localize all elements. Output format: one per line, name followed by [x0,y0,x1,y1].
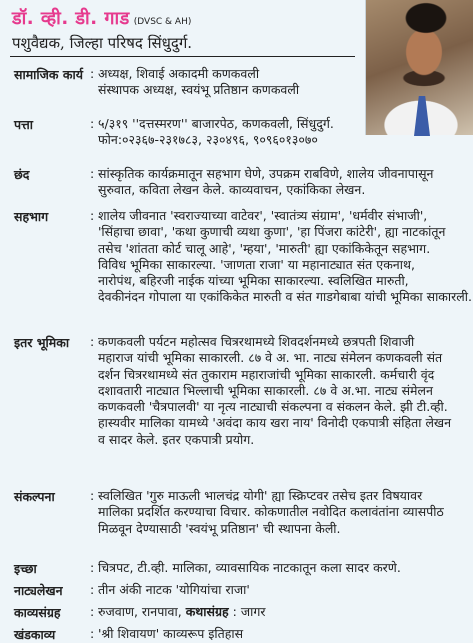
row-line: नारोपंथ, बहिरजी नाईक यांच्या भूमिका साकारल्या. स्वलिखित मारुती, [98,273,409,289]
row-line: तसेच 'शांतता कोर्ट चालू आहे', 'म्हया', 'मारुती' ह्या एकांकिकेतून सहभाग. [98,240,431,256]
row-line: सुरुवात, कविता लेखन केले. काव्यवाचन, एकांकिका लेखन. [98,182,366,198]
row-line: संस्थापक अध्यक्ष, स्वयंभू प्रतिष्ठान कणकवली [98,82,300,98]
row-line: फोन:०२३६७-२३१७८३, २३०४९६, ९०९६०१३०७० [98,132,318,148]
row-label: छंद [14,167,30,182]
story-collection-value: : जागर [232,604,266,619]
row-line: विविध भूमिका साकारल्या. 'जाणता राजा' या महानाट्यात संत एकनाथ, [98,256,415,272]
profile-header [12,6,352,53]
row-label: सामाजिक कार्य [14,67,83,82]
row-label: इच्छा [14,561,37,576]
row-line: अध्यक्ष, शिवाई अकादमी कणकवली [98,66,260,81]
profile-degree: (DVSC & AH) [133,17,192,27]
row-line: 'सिंहाचा छावा', 'कथा कुणाची व्यथा कुणा', 'हा पिंजरा कांटेरी', ह्या नाटकांतून [98,224,446,240]
row-line: 'श्री शिवायण' काव्यरूप इतिहास [98,626,244,641]
row-label: सहभाग [14,209,49,224]
row-label: काव्यसंग्रह [14,605,61,620]
row-line: रुजवाण, रानपावा, [98,604,182,619]
row-label: संकल्पना [14,489,55,504]
row-line: कणकवली 'चैत्रपालवी' या नृत्य नाट्याची संकल्पना व संकलन केले. झी टी.व्ही. [98,399,448,415]
row-line: देवकीनंदन गोपाला या एकांकिकेत मारुती व संत गाडगेबाबा यांची भूमिका साकारली. [98,289,472,305]
row-line: मिळवून देण्यासाठी 'स्वयंभू प्रतिष्ठान' ची स्थापना केली. [98,520,341,536]
row-line: मालिका प्रदर्शित करण्याचा विचार. कोकणातील नवोदित कलावंतांना व्यासपीठ [98,504,444,520]
row-line: चित्रपट, टी.व्ही. मालिका, व्यावसायिक नाटकातून कला सादर करणे. [98,560,401,575]
profile-role: पशुवैद्यक, जिल्हा परिषद सिंधुदुर्ग. [12,34,193,52]
row-line: कणकवली पर्यटन महोत्सव चित्ररथामध्ये शिवदर्शनमध्ये छत्रपती शिवाजी [98,334,415,349]
row-label: खंडकाव्य [14,627,56,642]
row-line: सांस्कृतिक कार्यक्रमातून सहभाग घेणे, उपक्रम राबविणे, शालेय जीवनापासून [98,166,434,181]
row-line: दशावतारी नाट्यात भिल्लाची भूमिका साकारली. ८७ वे अ.भा. नाट्य संमेलन [98,382,433,398]
row-line: ५/३१९ ''दत्तस्मरण'' बाजारपेठ, कणकवली, सिंधुदुर्ग. [98,116,334,131]
row-line: व सादर केले. इतर एकपात्री प्रयोग. [98,431,255,447]
row-label: पत्ता [14,117,33,132]
row-line: दर्शन चित्ररथामध्ये संत तुकाराम महाराजांची भूमिका साकारली. कर्मचारी वृंद [98,366,435,382]
row-label: इतर भूमिका [14,335,70,350]
row-line: शालेय जीवनात 'स्वराज्याच्या वाटेवर', 'स्वातंत्र्य संग्राम', 'धर्मवीर संभाजी', [98,208,428,223]
row-line: महाराज यांची भूमिका साकारली. ८७ वे अ. भा. नाट्य संमेलन कणकवली संत [98,350,443,366]
header-divider [10,56,355,57]
story-collection-label: कथासंग्रह [185,604,229,619]
row-line: तीन अंकी नाटक 'योगियांचा राजा' [98,582,250,597]
row-line: हास्यवीर मालिका यामध्ये 'अवंदा काय खरा नाय' विनोदी एकपात्री संहिता लेखन [98,415,452,431]
row-line: स्वलिखित 'गुरु माऊली भालचंद्र योगी' ह्या स्क्रिप्टवर तसेच इतर विषयावर [98,488,423,503]
row-label: नाट्यलेखन [14,583,63,598]
profile-name: डॉ. व्ही. डी. गाड [12,8,130,29]
